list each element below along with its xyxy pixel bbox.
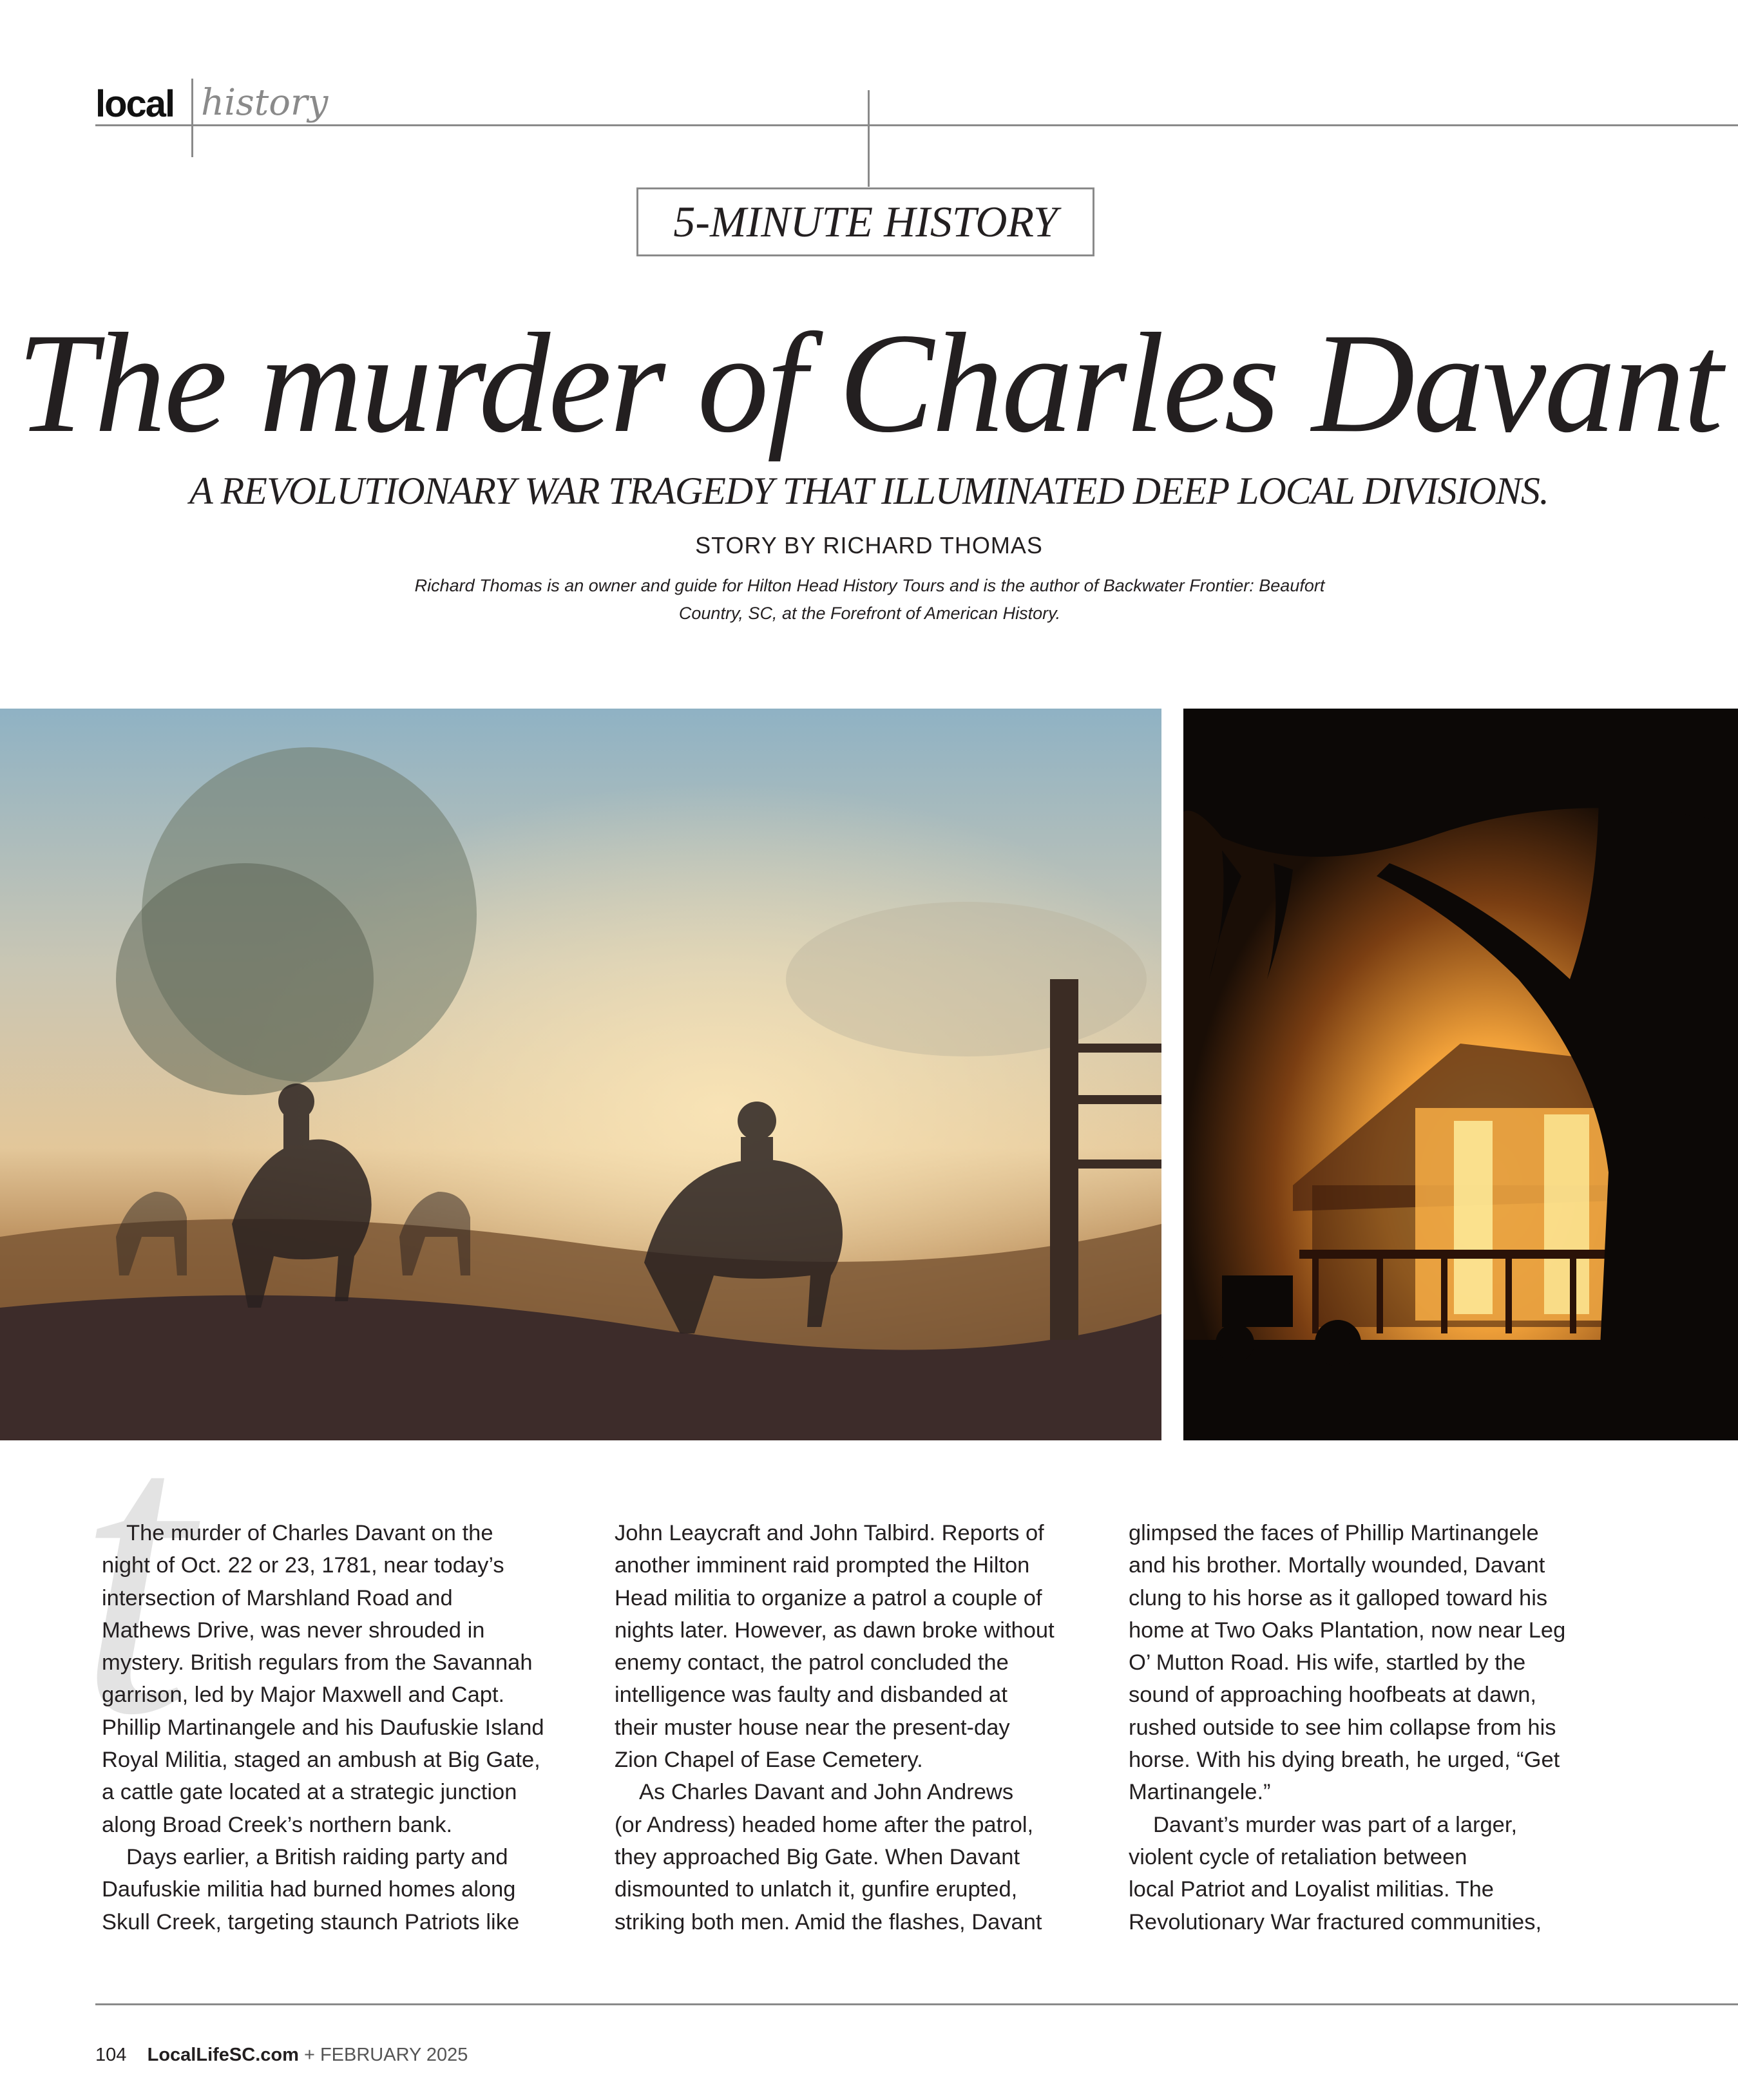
paragraph: Davant’s murder was part of a larger, violent cycle of retaliation between local Patriot and Loyalist militias. The Revolutionary War fractured communities, [1129, 1812, 1542, 1934]
kicker: 5-MINUTE HISTORY [673, 197, 1058, 246]
burning-plantation-house-image [1183, 709, 1738, 1440]
footer-rule [95, 2003, 1738, 2005]
paragraph: glimpsed the faces of Phillip Martinangele and his brother. Mortally wounded, Davant clung to his horse as it galloped toward his home at Two Oaks Plantation, now near Leg O’ Mutton Road. His wife, startled by the sound of approaching hoofbeats at dawn, rushed outside to see him collapse from his horse. With his dying breath, he urged, “Get Martinangele.” [1129, 1521, 1566, 1805]
author-bio: Richard Thomas is an owner and guide for Hilton Head History Tours and is the author of Backwater Frontier: Beaufort Country, SC, at the Forefront of American History. [414, 576, 1325, 623]
site-link[interactable]: LocalLifeSC.com [147, 2045, 299, 2065]
article-column-3 [1129, 1517, 1618, 1938]
article-column-1 [102, 1517, 591, 1938]
cavalry-painting-image [0, 709, 1161, 1440]
paragraph: Days earlier, a British raiding party and Daufuskie militia had burned homes along Skull Creek, targeting staunch Patriots like [102, 1844, 520, 1934]
cavalry-painting-icon [0, 709, 1161, 1440]
burning-house-icon [1183, 709, 1738, 1440]
header-divider [191, 79, 193, 157]
article-column-2 [615, 1517, 1104, 1938]
page-title: The murder of Charles Davant [17, 304, 1721, 463]
paragraph: As Charles Davant and John Andrews (or Andress) headed home after the patrol, they approached Big Gate. When Davant dismounted to unlatch it, gunfire erupted, striking both men. Amid the flashes, Davant [615, 1780, 1042, 1934]
section-label[interactable]: local [95, 83, 175, 125]
header-rule [95, 124, 1738, 126]
paragraph: John Leaycraft and John Talbird. Reports of another imminent raid prompted the Hilton Head militia to organize a patrol a couple of nights later. However, as dawn broke without enemy contact, the patrol concluded the intelligence was faulty and disbanded at their muster house near the present-day Zion Chapel of Ease Cemetery. [615, 1521, 1055, 1773]
kicker-connector-line [868, 90, 870, 187]
article-deck: A REVOLUTIONARY WAR TRAGEDY THAT ILLUMINATED DEEP LOCAL DIVISIONS. [189, 470, 1549, 512]
byline: STORY BY RICHARD THOMAS [695, 532, 1043, 558]
drop-cap: t [77, 1344, 192, 1800]
issue-date: FEBRUARY 2025 [320, 2045, 468, 2065]
page-footer [95, 2042, 468, 2068]
paragraph: The murder of Charles Davant on the night of Oct. 22 or 23, 1781, near today’s intersection of Marshland Road and Mathews Drive, was never shrouded in mystery. British regulars from the Savannah garrison, led by Major Maxwell and Capt. Phillip Martinangele and his Daufuskie Island Royal Militia, staged an ambush at Big Gate, a cattle gate located at a strategic junction along Broad Creek’s northern bank. [102, 1521, 544, 1837]
subsection-label[interactable]: history [201, 82, 329, 124]
footer-separator: + [303, 2045, 315, 2065]
page-number: 104 [95, 2045, 127, 2065]
